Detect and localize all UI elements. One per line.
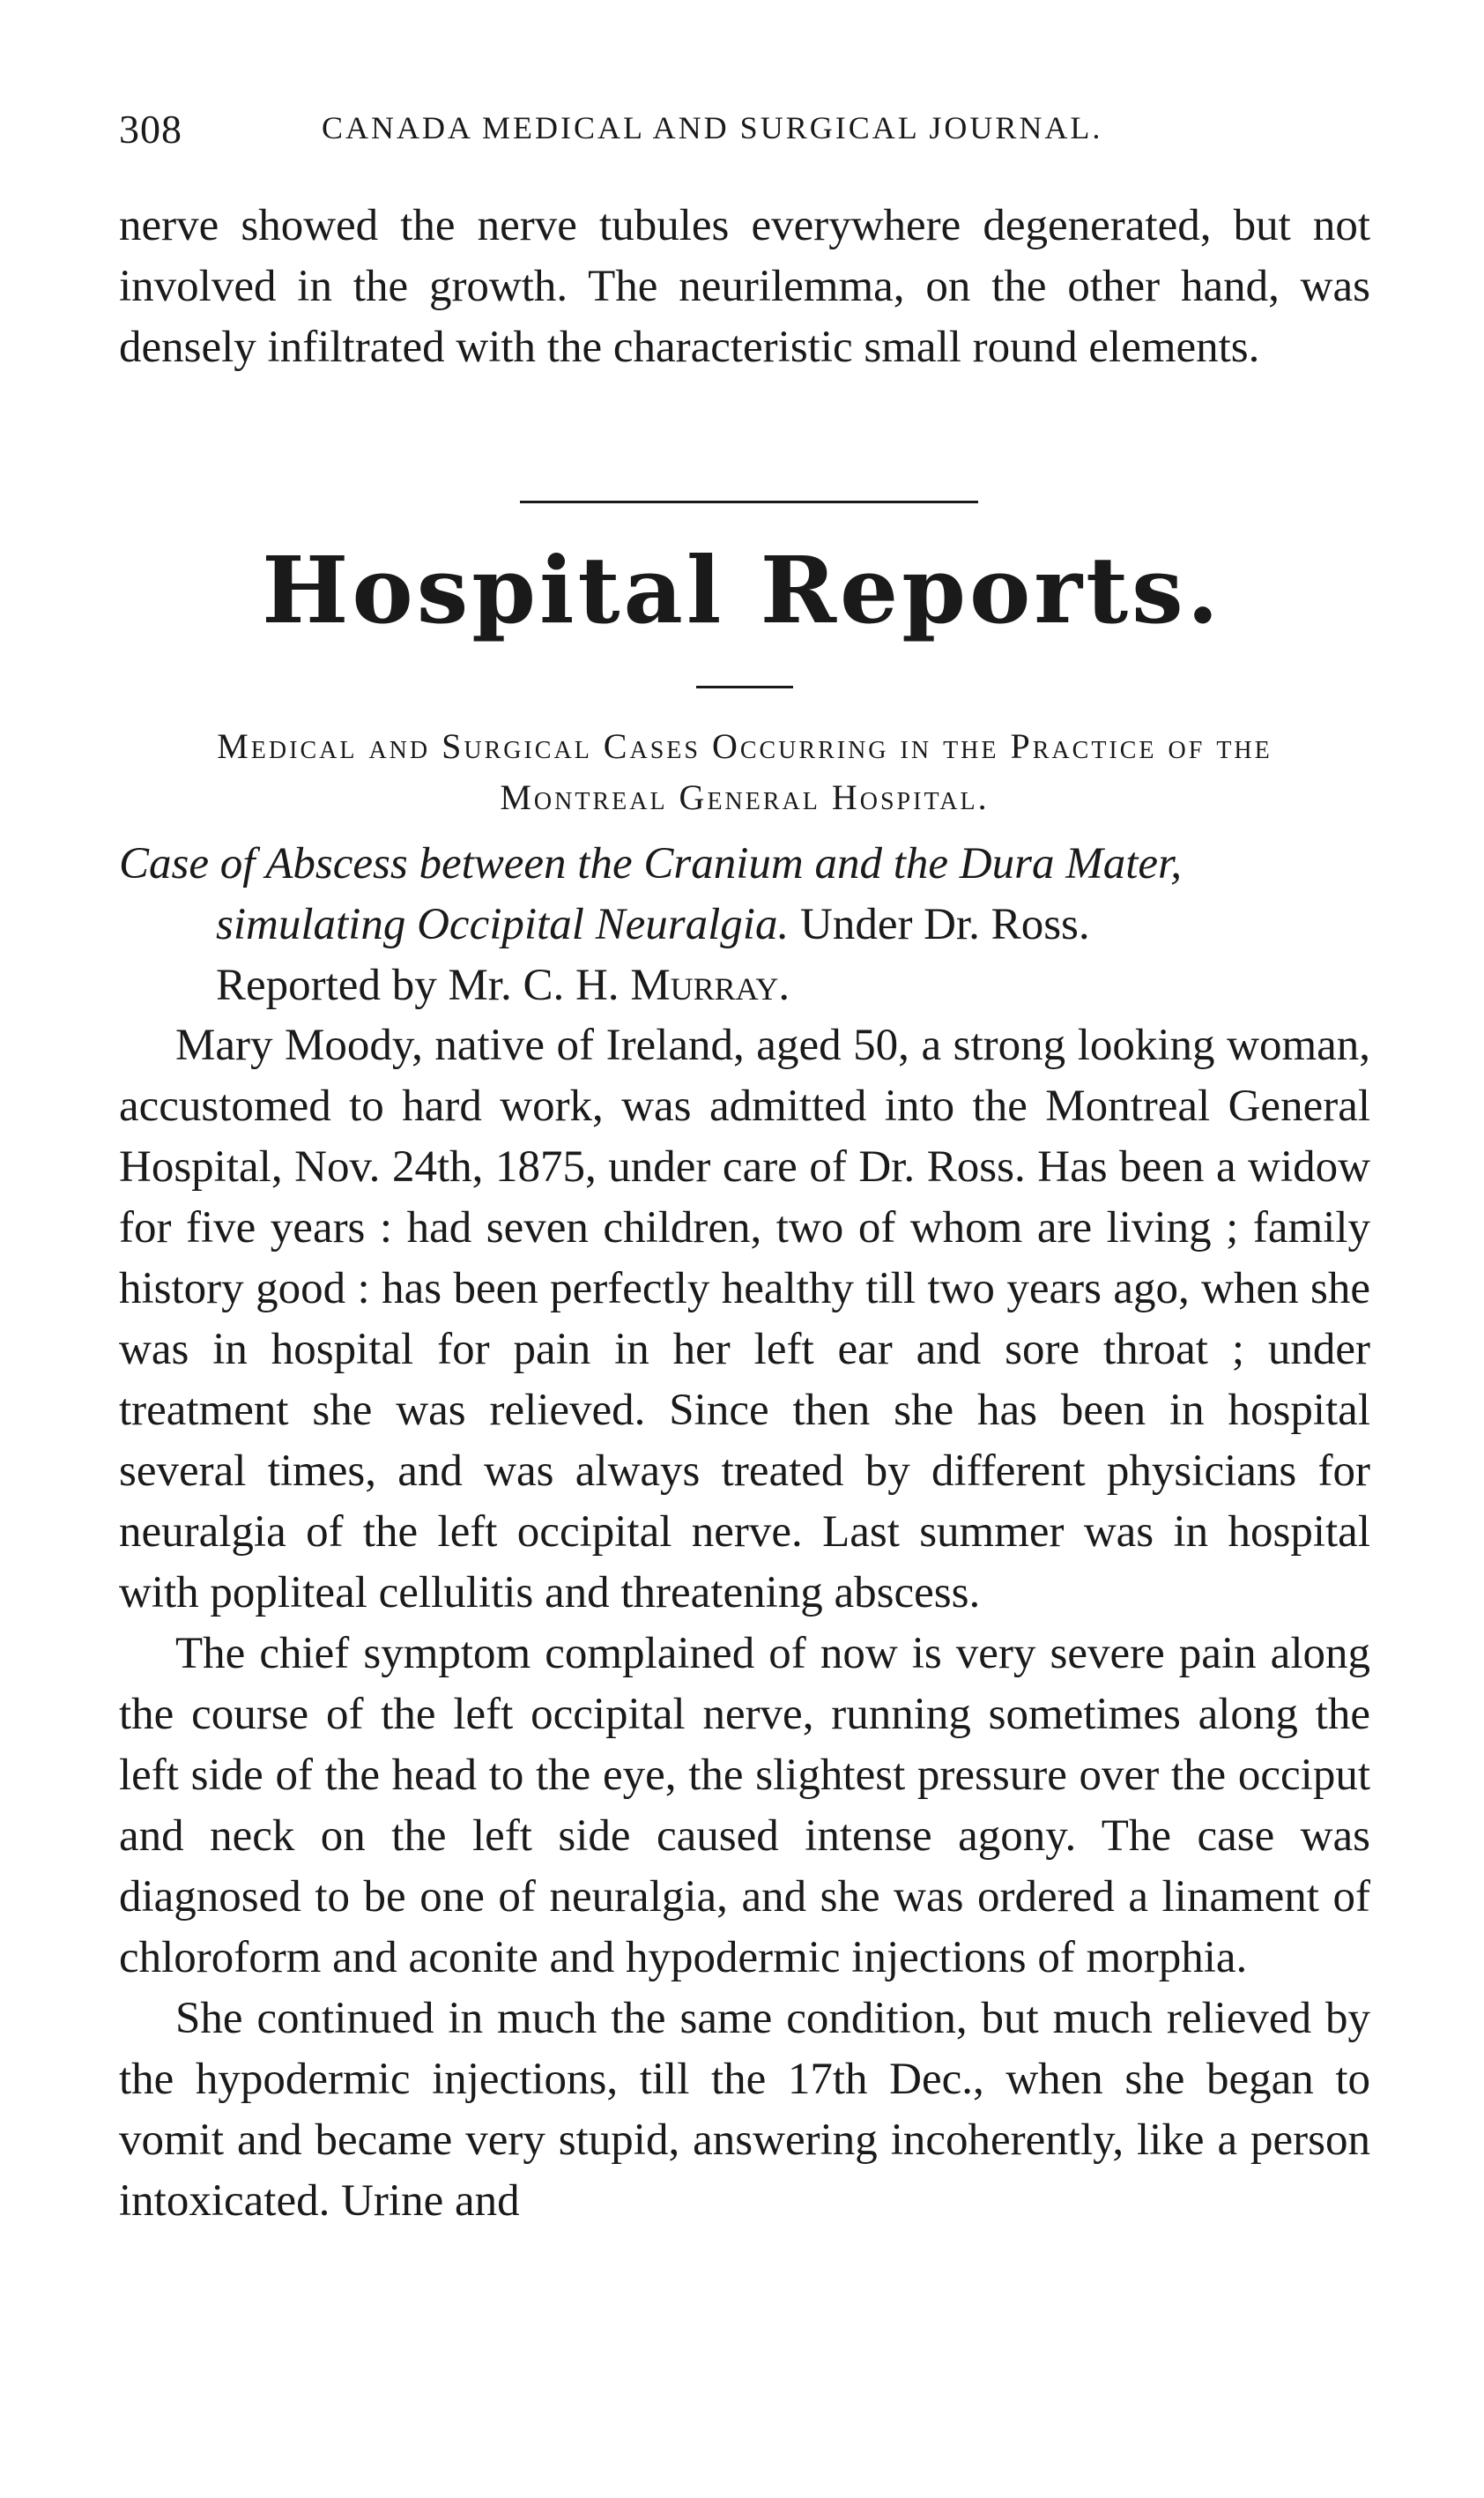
section-divider-short: [696, 686, 793, 688]
case-reported-by: Reported by Mr. C. H.: [216, 961, 631, 1010]
section-subtitle: [119, 721, 1370, 823]
case-reporter-line: [119, 955, 1370, 1016]
running-head: [119, 106, 1388, 159]
case-body: [119, 1015, 1370, 2232]
case-paragraph-2: The chief symptom complained of now is very severe pain along the course of the left occipital nerve, running sometimes along the left side of the head to the eye, the slightest pressure over the occiput and neck on the left side caused intense agony. The case was diagnosed to be one of neuralgia, and she was ordered a linament of chloroform and aconite and hypodermic injections of morphia.: [119, 1629, 1370, 1982]
case-title-line-1: Case of Abscess between the Cranium and the Dura Mater,: [119, 839, 1182, 888]
section-subtitle-line-1: Medical and Surgical Cases Occurring in the Practice of the: [217, 726, 1273, 766]
page-number: 308: [119, 107, 182, 152]
case-reporter-name: Murray.: [630, 961, 790, 1010]
section-title: Hospital Reports.: [262, 536, 1222, 644]
case-heading: [119, 834, 1370, 1016]
section-subtitle-line-2: Montreal General Hospital.: [500, 777, 990, 817]
case-paragraph-1: Mary Moody, native of Ireland, aged 50, a strong looking woman, accustomed to hard work, was admitted into the Montreal General Hospital, Nov. 24th, 1875, under care of Dr. Ross. Has been a widow for five years : had seven children, two of whom are living ; family history good : has been perfectly healthy till two years ago, when she was in hospital for pain in her left ear and sore throat ; under treatment she was relieved. Since then she has been in hospital several times, and was always treated by different physicians for neuralgia of the left occipital nerve. Last summer was in hospital with popliteal cellulitis and threatening abscess.: [119, 1021, 1370, 1617]
intro-paragraph: nerve showed the nerve tubules everywhere degenerated, but not involved in the growth. The neurilemma, on the other hand, was densely infiltrated with the characteristic small round elements.: [119, 201, 1370, 372]
intro-paragraph-block: [119, 196, 1370, 378]
case-attending-physician: Under Dr. Ross.: [789, 900, 1090, 949]
case-title-line-2: [119, 895, 1370, 955]
case-paragraph-3: She continued in much the same condition, but much relieved by the hypodermic injections, till the 17th Dec., when she began to vomit and became very stupid, answering incoherently, like a person intoxicated. Urine and: [119, 1994, 1370, 2226]
journal-title: CANADA MEDICAL AND SURGICAL JOURNAL.: [322, 110, 1103, 145]
section-divider-top: [520, 501, 978, 503]
case-title-italic: simulating Occipital Neuralgia.: [216, 900, 790, 949]
